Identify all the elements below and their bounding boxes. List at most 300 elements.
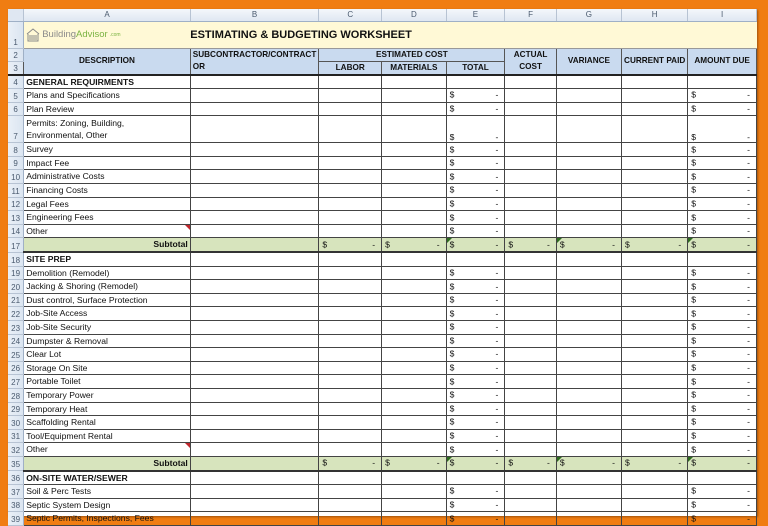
amount-due-cell[interactable]: $ - <box>688 211 757 225</box>
row-header[interactable]: 1 <box>8 22 24 49</box>
subcontractor-cell[interactable] <box>190 512 319 526</box>
total-cell[interactable]: $ - <box>446 443 505 457</box>
subcontractor-cell[interactable] <box>190 334 319 348</box>
amount-due-cell[interactable]: $ - <box>688 485 757 499</box>
current-paid-cell[interactable] <box>622 75 688 89</box>
actual-cost-cell[interactable] <box>505 388 556 402</box>
header-materials[interactable]: MATERIALS <box>382 62 446 75</box>
labor-cell[interactable] <box>319 471 382 485</box>
amount-due-cell[interactable]: $ - <box>688 156 757 170</box>
current-paid-cell[interactable] <box>622 293 688 307</box>
subcontractor-cell[interactable] <box>190 184 319 198</box>
current-paid-cell[interactable] <box>622 334 688 348</box>
materials-cell[interactable] <box>382 375 446 389</box>
actual-cost-cell[interactable] <box>505 471 556 485</box>
current-paid-cell[interactable] <box>622 321 688 335</box>
amount-due-cell[interactable]: $ - <box>688 498 757 512</box>
amount-due-cell[interactable]: $ - <box>688 361 757 375</box>
subcontractor-cell[interactable] <box>190 307 319 321</box>
current-paid-cell[interactable] <box>622 224 688 238</box>
amount-due-cell[interactable]: $ - <box>688 197 757 211</box>
header-total[interactable]: TOTAL <box>446 62 505 75</box>
total-cell[interactable] <box>446 75 505 89</box>
actual-cost-cell[interactable] <box>505 89 556 103</box>
variance-cell[interactable] <box>556 416 621 430</box>
subcontractor-cell[interactable] <box>190 443 319 457</box>
description-cell[interactable]: Plans and Specifications <box>24 89 191 103</box>
total-cell[interactable]: $ - <box>446 375 505 389</box>
row-header[interactable]: 24 <box>8 334 24 348</box>
labor-cell[interactable] <box>319 485 382 499</box>
labor-cell[interactable] <box>319 116 382 143</box>
materials-cell[interactable] <box>382 402 446 416</box>
row-header[interactable]: 19 <box>8 266 24 280</box>
current-paid-cell[interactable]: $ - <box>622 238 688 252</box>
description-cell[interactable]: Dust control, Surface Protection <box>24 293 191 307</box>
column-header-f[interactable]: F <box>505 9 556 22</box>
current-paid-cell[interactable] <box>622 485 688 499</box>
variance-cell[interactable] <box>556 375 621 389</box>
amount-due-cell[interactable]: $ - <box>688 388 757 402</box>
row-header[interactable]: 35 <box>8 456 24 470</box>
subcontractor-cell[interactable] <box>190 211 319 225</box>
row-header[interactable]: 30 <box>8 416 24 430</box>
subcontractor-cell[interactable] <box>190 156 319 170</box>
subcontractor-cell[interactable] <box>190 388 319 402</box>
actual-cost-cell[interactable] <box>505 307 556 321</box>
actual-cost-cell[interactable] <box>505 361 556 375</box>
amount-due-cell[interactable]: $ - <box>688 443 757 457</box>
actual-cost-cell[interactable] <box>505 224 556 238</box>
labor-cell[interactable] <box>319 498 382 512</box>
variance-cell[interactable] <box>556 293 621 307</box>
row-header[interactable]: 5 <box>8 89 24 103</box>
total-cell[interactable]: $ - <box>446 388 505 402</box>
materials-cell[interactable] <box>382 429 446 443</box>
variance-cell[interactable] <box>556 321 621 335</box>
subcontractor-cell[interactable] <box>190 266 319 280</box>
subcontractor-cell[interactable] <box>190 252 319 266</box>
materials-cell[interactable] <box>382 224 446 238</box>
labor-cell[interactable] <box>319 334 382 348</box>
labor-cell[interactable] <box>319 89 382 103</box>
amount-due-cell[interactable]: $ - <box>688 375 757 389</box>
labor-cell[interactable] <box>319 512 382 526</box>
amount-due-cell[interactable]: $ - <box>688 224 757 238</box>
subcontractor-cell[interactable] <box>190 197 319 211</box>
row-header[interactable]: 20 <box>8 280 24 294</box>
current-paid-cell[interactable] <box>622 388 688 402</box>
row-header[interactable]: 26 <box>8 361 24 375</box>
description-cell[interactable]: Financing Costs <box>24 184 191 198</box>
description-cell[interactable]: Job-Site Security <box>24 321 191 335</box>
total-cell[interactable]: $ - <box>446 197 505 211</box>
labor-cell[interactable] <box>319 211 382 225</box>
total-cell[interactable]: $ - <box>446 498 505 512</box>
row-header[interactable]: 12 <box>8 197 24 211</box>
variance-cell[interactable] <box>556 512 621 526</box>
row-header[interactable]: 31 <box>8 429 24 443</box>
variance-cell[interactable] <box>556 334 621 348</box>
variance-cell[interactable] <box>556 197 621 211</box>
logo-cell[interactable] <box>24 22 191 49</box>
current-paid-cell[interactable] <box>622 156 688 170</box>
current-paid-cell[interactable] <box>622 89 688 103</box>
subcontractor-cell[interactable] <box>190 348 319 362</box>
labor-cell[interactable] <box>319 429 382 443</box>
total-cell[interactable]: $ - <box>446 170 505 184</box>
amount-due-cell[interactable]: $ - <box>688 116 757 143</box>
description-cell[interactable]: Impact Fee <box>24 156 191 170</box>
amount-due-cell[interactable]: $ - <box>688 102 757 116</box>
amount-due-cell[interactable]: $ - <box>688 402 757 416</box>
labor-cell[interactable] <box>319 75 382 89</box>
actual-cost-cell[interactable] <box>505 75 556 89</box>
total-cell[interactable]: $ - <box>446 512 505 526</box>
amount-due-cell[interactable]: $ - <box>688 456 757 470</box>
total-cell[interactable]: $ - <box>446 402 505 416</box>
labor-cell[interactable] <box>319 266 382 280</box>
actual-cost-cell[interactable] <box>505 143 556 157</box>
subcontractor-cell[interactable] <box>190 375 319 389</box>
materials-cell[interactable] <box>382 361 446 375</box>
header-subcontractor[interactable]: SUBCONTRACTOR/CONTRACT <box>190 49 319 62</box>
row-header[interactable]: 8 <box>8 143 24 157</box>
current-paid-cell[interactable] <box>622 184 688 198</box>
subtotal-label[interactable]: Subtotal <box>24 238 191 252</box>
subcontractor-cell[interactable] <box>190 102 319 116</box>
materials-cell[interactable] <box>382 416 446 430</box>
actual-cost-cell[interactable] <box>505 197 556 211</box>
materials-cell[interactable] <box>382 388 446 402</box>
materials-cell[interactable] <box>382 266 446 280</box>
amount-due-cell[interactable] <box>688 252 757 266</box>
actual-cost-cell[interactable] <box>505 334 556 348</box>
actual-cost-cell[interactable] <box>505 102 556 116</box>
row-header[interactable]: 28 <box>8 388 24 402</box>
amount-due-cell[interactable]: $ - <box>688 184 757 198</box>
variance-cell[interactable] <box>556 429 621 443</box>
total-cell[interactable]: $ - <box>446 416 505 430</box>
labor-cell[interactable] <box>319 143 382 157</box>
subcontractor-cell[interactable] <box>190 471 319 485</box>
subcontractor-cell[interactable] <box>190 498 319 512</box>
row-header[interactable]: 17 <box>8 238 24 252</box>
total-cell[interactable]: $ - <box>446 429 505 443</box>
subcontractor-cell[interactable] <box>190 116 319 143</box>
materials-cell[interactable] <box>382 321 446 335</box>
row-header[interactable]: 32 <box>8 443 24 457</box>
actual-cost-cell[interactable] <box>505 184 556 198</box>
labor-cell[interactable] <box>319 307 382 321</box>
materials-cell[interactable] <box>382 512 446 526</box>
current-paid-cell[interactable]: $ - <box>622 456 688 470</box>
current-paid-cell[interactable] <box>622 498 688 512</box>
materials-cell[interactable] <box>382 471 446 485</box>
description-cell[interactable]: Other <box>24 443 191 457</box>
actual-cost-cell[interactable] <box>505 429 556 443</box>
description-cell[interactable]: Administrative Costs <box>24 170 191 184</box>
subcontractor-cell[interactable] <box>190 321 319 335</box>
amount-due-cell[interactable]: $ - <box>688 321 757 335</box>
description-cell[interactable]: Temporary Heat <box>24 402 191 416</box>
labor-cell[interactable] <box>319 184 382 198</box>
total-cell[interactable]: $ - <box>446 334 505 348</box>
variance-cell[interactable] <box>556 252 621 266</box>
actual-cost-cell[interactable] <box>505 498 556 512</box>
actual-cost-cell[interactable] <box>505 416 556 430</box>
amount-due-cell[interactable]: $ - <box>688 238 757 252</box>
materials-cell[interactable] <box>382 498 446 512</box>
materials-cell[interactable] <box>382 156 446 170</box>
description-cell[interactable]: Legal Fees <box>24 197 191 211</box>
total-cell[interactable]: $ - <box>446 224 505 238</box>
actual-cost-cell[interactable] <box>505 266 556 280</box>
variance-cell[interactable]: $ - <box>556 238 621 252</box>
current-paid-cell[interactable] <box>622 471 688 485</box>
actual-cost-cell[interactable] <box>505 293 556 307</box>
materials-cell[interactable] <box>382 116 446 143</box>
variance-cell[interactable] <box>556 266 621 280</box>
actual-cost-cell[interactable] <box>505 512 556 526</box>
column-header-e[interactable]: E <box>446 9 505 22</box>
amount-due-cell[interactable]: $ - <box>688 334 757 348</box>
labor-cell[interactable] <box>319 280 382 294</box>
current-paid-cell[interactable] <box>622 361 688 375</box>
amount-due-cell[interactable]: $ - <box>688 512 757 526</box>
header-estimated-cost[interactable]: ESTIMATED COST <box>319 49 505 62</box>
total-cell[interactable]: $ - <box>446 102 505 116</box>
amount-due-cell[interactable]: $ - <box>688 170 757 184</box>
amount-due-cell[interactable]: $ - <box>688 143 757 157</box>
total-cell[interactable]: $ - <box>446 280 505 294</box>
actual-cost-cell[interactable] <box>505 375 556 389</box>
total-cell[interactable]: $ - <box>446 321 505 335</box>
variance-cell[interactable] <box>556 348 621 362</box>
subcontractor-cell[interactable] <box>190 361 319 375</box>
column-header-g[interactable]: G <box>556 9 621 22</box>
total-cell[interactable]: $ - <box>446 456 505 470</box>
materials-cell[interactable]: $ - <box>382 238 446 252</box>
actual-cost-cell[interactable] <box>505 156 556 170</box>
amount-due-cell[interactable]: $ - <box>688 266 757 280</box>
actual-cost-cell[interactable] <box>505 116 556 143</box>
description-cell[interactable]: Tool/Equipment Rental <box>24 429 191 443</box>
materials-cell[interactable] <box>382 293 446 307</box>
subcontractor-cell[interactable] <box>190 238 319 252</box>
variance-cell[interactable]: $ - <box>556 456 621 470</box>
row-header[interactable]: 38 <box>8 498 24 512</box>
row-header[interactable]: 13 <box>8 211 24 225</box>
total-cell[interactable]: $ - <box>446 266 505 280</box>
total-cell[interactable]: $ - <box>446 485 505 499</box>
subcontractor-cell[interactable] <box>190 170 319 184</box>
variance-cell[interactable] <box>556 211 621 225</box>
header-actual-cost[interactable]: ACTUAL <box>505 49 556 62</box>
materials-cell[interactable] <box>382 280 446 294</box>
total-cell[interactable]: $ - <box>446 143 505 157</box>
subcontractor-cell[interactable] <box>190 456 319 470</box>
current-paid-cell[interactable] <box>622 375 688 389</box>
labor-cell[interactable] <box>319 170 382 184</box>
header-amount-due[interactable]: AMOUNT DUE <box>688 49 757 75</box>
description-cell[interactable]: GENERAL REQUIRMENTS <box>24 75 191 89</box>
materials-cell[interactable] <box>382 170 446 184</box>
subtotal-label[interactable]: Subtotal <box>24 456 191 470</box>
header-description[interactable]: DESCRIPTION <box>24 49 191 75</box>
row-header[interactable]: 21 <box>8 293 24 307</box>
current-paid-cell[interactable] <box>622 348 688 362</box>
subcontractor-cell[interactable] <box>190 143 319 157</box>
row-header[interactable]: 14 <box>8 224 24 238</box>
current-paid-cell[interactable] <box>622 143 688 157</box>
variance-cell[interactable] <box>556 184 621 198</box>
description-cell[interactable]: Storage On Site <box>24 361 191 375</box>
row-header[interactable]: 39 <box>8 512 24 526</box>
amount-due-cell[interactable]: $ - <box>688 89 757 103</box>
current-paid-cell[interactable] <box>622 170 688 184</box>
amount-due-cell[interactable] <box>688 75 757 89</box>
actual-cost-cell[interactable] <box>505 211 556 225</box>
description-cell[interactable]: Temporary Power <box>24 388 191 402</box>
variance-cell[interactable] <box>556 102 621 116</box>
amount-due-cell[interactable]: $ - <box>688 280 757 294</box>
description-cell[interactable]: Engineering Fees <box>24 211 191 225</box>
description-cell[interactable]: Job-Site Access <box>24 307 191 321</box>
subcontractor-cell[interactable] <box>190 485 319 499</box>
actual-cost-cell[interactable] <box>505 280 556 294</box>
header-labor[interactable]: LABOR <box>319 62 382 75</box>
labor-cell[interactable] <box>319 156 382 170</box>
subcontractor-cell[interactable] <box>190 89 319 103</box>
description-cell[interactable]: Other <box>24 224 191 238</box>
actual-cost-cell[interactable] <box>505 252 556 266</box>
labor-cell[interactable] <box>319 402 382 416</box>
labor-cell[interactable] <box>319 252 382 266</box>
labor-cell[interactable] <box>319 443 382 457</box>
description-cell[interactable]: Portable Toilet <box>24 375 191 389</box>
amount-due-cell[interactable] <box>688 471 757 485</box>
variance-cell[interactable] <box>556 143 621 157</box>
row-header[interactable]: 36 <box>8 471 24 485</box>
materials-cell[interactable] <box>382 348 446 362</box>
row-header[interactable]: 37 <box>8 485 24 499</box>
variance-cell[interactable] <box>556 116 621 143</box>
actual-cost-cell[interactable] <box>505 170 556 184</box>
current-paid-cell[interactable] <box>622 429 688 443</box>
header-actual-cost-cont[interactable]: COST <box>505 62 556 75</box>
description-cell[interactable]: ON-SITE WATER/SEWER <box>24 471 191 485</box>
subcontractor-cell[interactable] <box>190 429 319 443</box>
row-header[interactable]: 23 <box>8 321 24 335</box>
materials-cell[interactable] <box>382 485 446 499</box>
description-cell[interactable]: Septic System Design <box>24 498 191 512</box>
description-cell[interactable]: Scaffolding Rental <box>24 416 191 430</box>
variance-cell[interactable] <box>556 443 621 457</box>
variance-cell[interactable] <box>556 75 621 89</box>
variance-cell[interactable] <box>556 485 621 499</box>
subcontractor-cell[interactable] <box>190 402 319 416</box>
labor-cell[interactable] <box>319 416 382 430</box>
current-paid-cell[interactable] <box>622 252 688 266</box>
column-header-h[interactable]: H <box>622 9 688 22</box>
description-cell[interactable]: Survey <box>24 143 191 157</box>
total-cell[interactable]: $ - <box>446 89 505 103</box>
row-header[interactable]: 25 <box>8 348 24 362</box>
row-header[interactable]: 22 <box>8 307 24 321</box>
labor-cell[interactable]: $ - <box>319 456 382 470</box>
description-cell[interactable]: Permits: Zoning, Building, Environmental, Other <box>24 116 191 143</box>
amount-due-cell[interactable]: $ - <box>688 429 757 443</box>
labor-cell[interactable] <box>319 293 382 307</box>
row-header[interactable]: 10 <box>8 170 24 184</box>
amount-due-cell[interactable]: $ - <box>688 348 757 362</box>
current-paid-cell[interactable] <box>622 197 688 211</box>
header-subcontractor-cont[interactable]: OR <box>190 62 319 75</box>
total-cell[interactable]: $ - <box>446 211 505 225</box>
subcontractor-cell[interactable] <box>190 280 319 294</box>
actual-cost-cell[interactable] <box>505 485 556 499</box>
current-paid-cell[interactable] <box>622 266 688 280</box>
amount-due-cell[interactable]: $ - <box>688 293 757 307</box>
description-cell[interactable]: Septic Permits, Inspections, Fees <box>24 512 191 526</box>
current-paid-cell[interactable] <box>622 102 688 116</box>
total-cell[interactable] <box>446 252 505 266</box>
subcontractor-cell[interactable] <box>190 75 319 89</box>
materials-cell[interactable] <box>382 334 446 348</box>
variance-cell[interactable] <box>556 402 621 416</box>
row-header[interactable]: 29 <box>8 402 24 416</box>
actual-cost-cell[interactable] <box>505 348 556 362</box>
materials-cell[interactable] <box>382 102 446 116</box>
total-cell[interactable]: $ - <box>446 116 505 143</box>
variance-cell[interactable] <box>556 498 621 512</box>
current-paid-cell[interactable] <box>622 280 688 294</box>
current-paid-cell[interactable] <box>622 512 688 526</box>
materials-cell[interactable] <box>382 307 446 321</box>
labor-cell[interactable] <box>319 321 382 335</box>
header-current-paid[interactable]: CURRENT PAID <box>622 49 688 75</box>
labor-cell[interactable] <box>319 348 382 362</box>
row-header[interactable]: 9 <box>8 156 24 170</box>
actual-cost-cell[interactable] <box>505 402 556 416</box>
labor-cell[interactable] <box>319 224 382 238</box>
row-header[interactable]: 6 <box>8 102 24 116</box>
current-paid-cell[interactable] <box>622 443 688 457</box>
row-header[interactable]: 7 <box>8 116 24 143</box>
total-cell[interactable]: $ - <box>446 348 505 362</box>
variance-cell[interactable] <box>556 471 621 485</box>
labor-cell[interactable] <box>319 197 382 211</box>
amount-due-cell[interactable]: $ - <box>688 416 757 430</box>
variance-cell[interactable] <box>556 170 621 184</box>
materials-cell[interactable] <box>382 211 446 225</box>
sheet-title[interactable]: ESTIMATING & BUDGETING WORKSHEET <box>190 22 756 49</box>
variance-cell[interactable] <box>556 361 621 375</box>
row-header[interactable]: 3 <box>8 62 24 75</box>
current-paid-cell[interactable] <box>622 211 688 225</box>
labor-cell[interactable] <box>319 102 382 116</box>
variance-cell[interactable] <box>556 224 621 238</box>
materials-cell[interactable] <box>382 197 446 211</box>
amount-due-cell[interactable]: $ - <box>688 307 757 321</box>
actual-cost-cell[interactable] <box>505 443 556 457</box>
current-paid-cell[interactable] <box>622 116 688 143</box>
materials-cell[interactable] <box>382 75 446 89</box>
current-paid-cell[interactable] <box>622 307 688 321</box>
row-header[interactable]: 11 <box>8 184 24 198</box>
total-cell[interactable] <box>446 471 505 485</box>
